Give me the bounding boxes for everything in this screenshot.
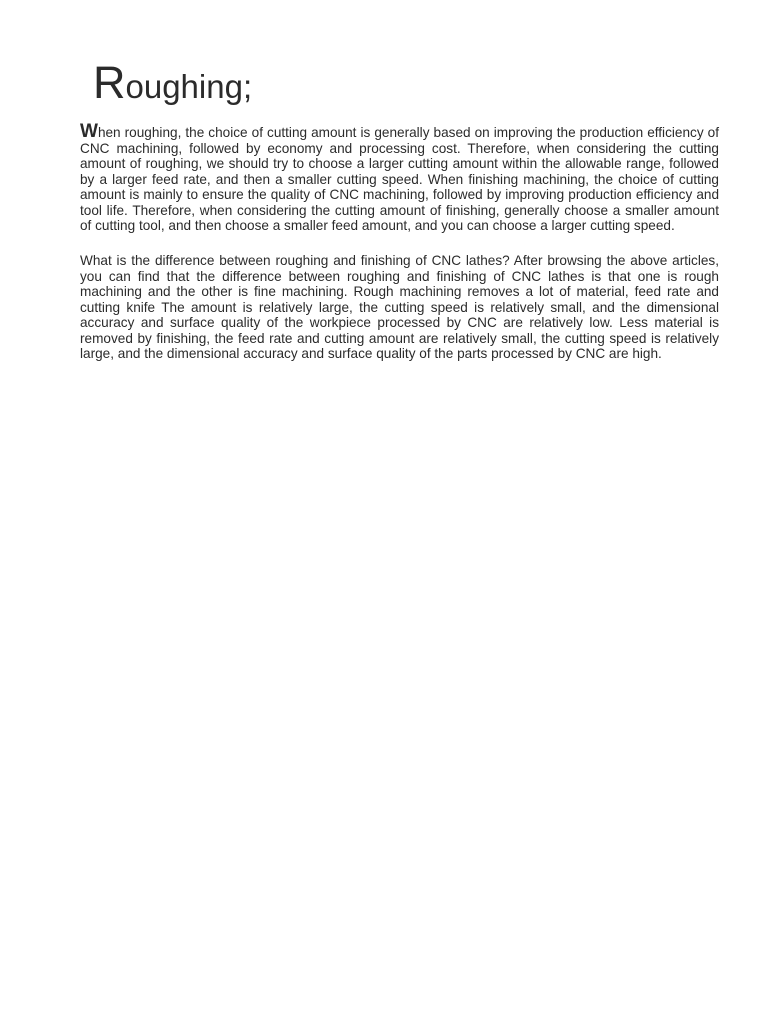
paragraph-cnc-lathe-difference: What is the difference between roughing and finishing of CNC lathes? After browsing the above articles, you can find that the difference between roughing and finishing of CNC lathes is that one is rough machining and the other is fine machining. Rough machining removes a lot of material, feed rate and cutting knife The amount is relatively large, the cutting speed is relatively small, and the dimensional accuracy and surface quality of the workpiece processed by CNC are relatively low. Less material is removed by finishing, the feed rate and cutting amount are relatively small, the cutting speed is relatively large, and the dimensional accuracy and surface quality of the parts processed by CNC are high.: [80, 253, 719, 361]
paragraph-drop-cap: W: [80, 121, 98, 142]
heading-text: oughing;: [125, 68, 253, 105]
heading-initial-letter: R: [93, 57, 126, 108]
paragraph-roughing-finishing-choice: [80, 121, 719, 234]
paragraph-text: hen roughing, the choice of cutting amount is generally based on improving the production efficiency of CNC machining, followed by economy and processing cost. Therefore, when considering the cutting amount of roughing, we should try to choose a larger cutting amount within the allowable range, followed by a larger feed rate, and then a smaller cutting speed. When finishing machining, the choice of cutting amount is mainly to ensure the quality of CNC machining, followed by improving production efficiency and tool life. Therefore, when considering the cutting amount of finishing, generally choose a smaller amount of cutting tool, and then choose a smaller feed amount, and you can choose a larger cutting speed.: [80, 125, 719, 233]
section-heading: [93, 58, 252, 112]
